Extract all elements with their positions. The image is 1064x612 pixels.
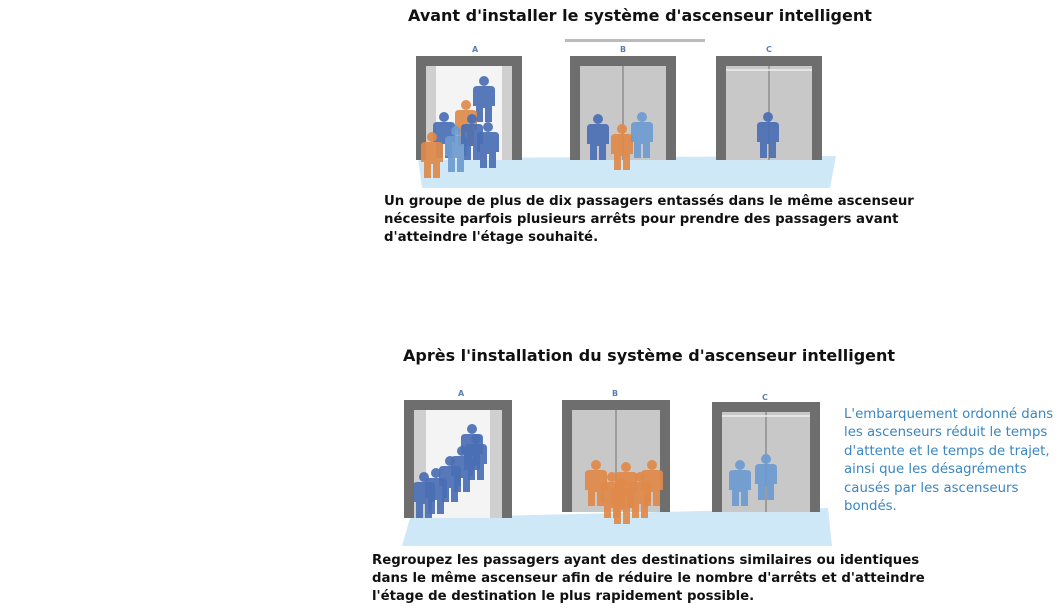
elevator-label-a: A bbox=[472, 45, 479, 54]
side-note-line: L'embarquement ordonné dans bbox=[844, 407, 1054, 422]
before-illustration bbox=[400, 30, 840, 190]
elevator-label-b: B bbox=[620, 45, 627, 54]
after-title: Après l'installation du système d'ascenseur intelligent bbox=[403, 346, 896, 365]
side-note-line: d'attente et le temps de trajet, bbox=[844, 443, 1050, 459]
caption-line: Un groupe de plus de dix passagers entassés dans le même ascenseur bbox=[384, 194, 914, 209]
elevator-label-a: A bbox=[458, 389, 465, 398]
caption-line: Regroupez les passagers ayant des destinations similaires ou identiques bbox=[372, 553, 920, 568]
side-note-line: bondés. bbox=[844, 499, 897, 515]
side-note-line: ainsi que les désagréments bbox=[844, 462, 1027, 478]
after-caption bbox=[372, 552, 925, 606]
side-note-line: les ascenseurs réduit le temps bbox=[844, 425, 1048, 441]
caption-line: nécessite parfois plusieurs arrêts pour prendre des passagers avant bbox=[384, 212, 899, 227]
elevator-label-b: B bbox=[612, 389, 619, 398]
before-caption bbox=[384, 193, 914, 247]
side-note bbox=[844, 406, 1060, 516]
after-illustration bbox=[396, 368, 836, 548]
caption-line: l'étage de destination le plus rapidement possible. bbox=[372, 589, 755, 604]
elevator-label-c: C bbox=[766, 45, 772, 54]
caption-line: dans le même ascenseur afin de réduire le nombre d'arrêts et d'atteindre bbox=[372, 571, 925, 586]
before-title: Avant d'installer le système d'ascenseur intelligent bbox=[408, 6, 872, 25]
elevator-label-c: C bbox=[762, 393, 768, 402]
side-note-line: causés par les ascenseurs bbox=[844, 480, 1019, 496]
caption-line: d'atteindre l'étage souhaité. bbox=[384, 230, 599, 245]
